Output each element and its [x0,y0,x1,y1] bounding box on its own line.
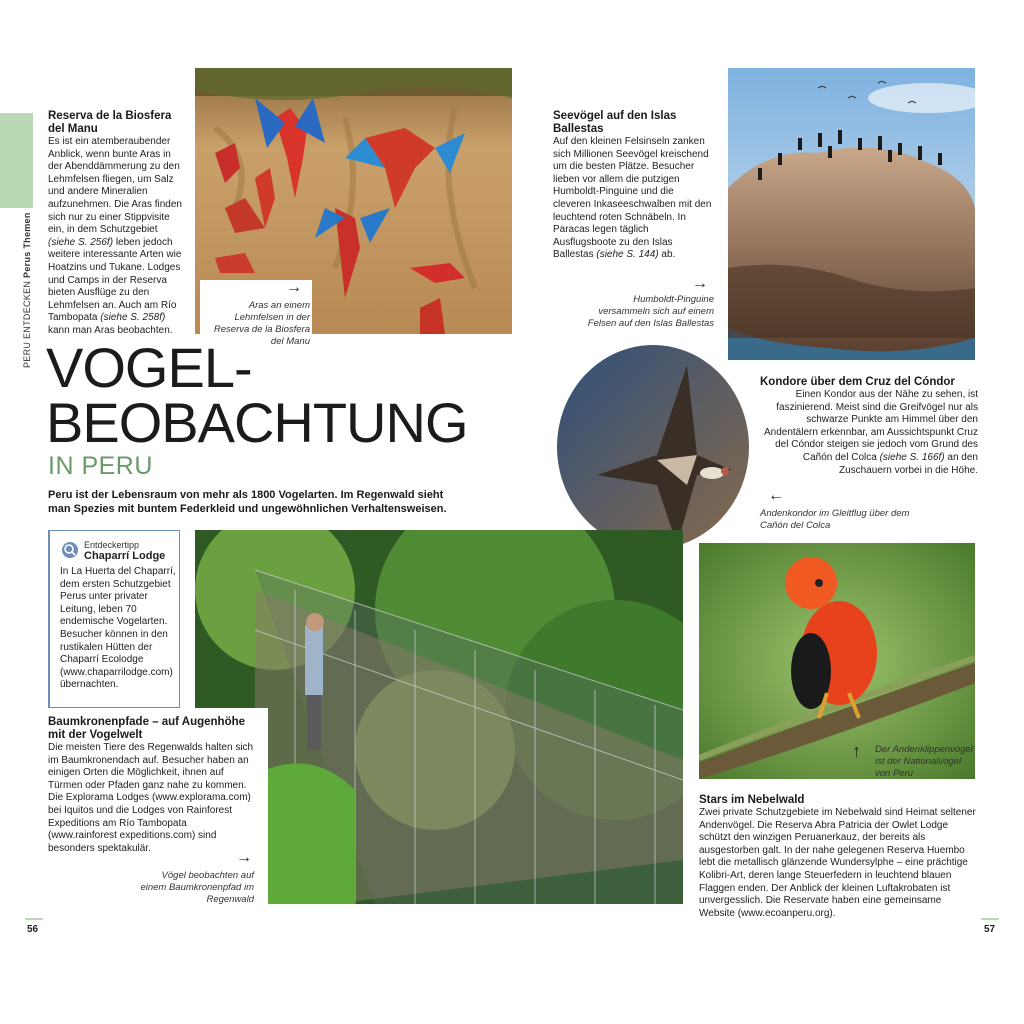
chapter-label-bold: Perus Themen [22,212,32,278]
manu-caption-box [200,279,312,347]
page-number-line-right [981,918,999,920]
arrow-left-icon: ← [768,487,784,504]
chapter-label-light: PERU ENTDECKEN [22,280,32,368]
arrow-up-icon: ↑ [852,741,861,761]
arrow-right-icon: → [286,279,302,296]
condor-section [760,376,978,477]
ballestas-heading: Seevögel auf den Islas Ballestas [553,110,677,135]
manu-caption: Aras an einem Lehmfelsen in der Reserva de la Biosfera del Manu [213,300,310,347]
chapter-label [22,212,32,368]
condor-caption: Andenkondor im Gleitflug über dem Cañón del Colca [760,508,910,531]
arrow-right-icon: → [236,849,252,866]
manu-section [48,110,183,338]
manu-heading: Reserva de la Biosfera del Manu [48,110,172,135]
search-icon [62,542,78,558]
page-number-right: 57 [984,924,996,935]
intro-text: Peru ist der Lebensraum von mehr als 1800 Vogelarten. Im Regenwald sieht man Spezies mit buntem Federkleid und ungewöhnlichen Verhaltensweisen. [48,489,447,515]
cloud-heading: Stars im Nebelwald [699,794,805,806]
chapter-tab [0,113,33,208]
title-line-1: VOGEL- [46,336,252,399]
page-subtitle: IN PERU [48,452,153,480]
page-title [46,336,468,454]
arrow-right-icon: → [692,275,708,292]
tip-kicker: Entdeckertipp [84,540,140,550]
canopy-text: Die meisten Tiere des Regenwalds halten sich im Baumkronendach auf. Besucher haben an einigen Orten die Möglichkeit, ihnen auf Türmen oder Pfaden ganz nahe zu kommen. Die Explorama Lodges (www.explorama.com) bei Iquitos und die Lodges von Rainforest Expeditions am Río Tambopata (www.rainforest expeditions.com) sind besonders spektakulär. [48,742,254,854]
ballestas-text: Auf den kleinen Felsinseln zanken sich Millionen Seevögel kreischend um die besten Plätze. Besucher lieben vor allem die putzigen Humboldt-Pinguine und die cleveren Inkaseeschwalben mit den leuchtend roten Schnäbeln. In Paracas legen täglich Ausflugsboote zu den Islas Ballestas (siehe S. 144) ab. [553,136,712,261]
condor-photo [553,341,753,553]
canopy-heading: Baumkronenpfade – auf Augenhöhe mit der Vogelwelt [48,716,246,741]
cock-caption: Der Andenklippenvogel ist der Nationalvogel von Peru [875,744,973,779]
manu-text: Es ist ein atemberaubender Anblick, wenn bunte Aras in der Abenddämmerung zu den Lehmfelsen fliegen, um Salz und andere Mineralien aufzunehmen. Die Aras finden sich nur zu einer Stippvisite ein, in dem Schutzgebiet (siehe S. 256f) leben jedoch weitere interessante Arten wie Hoatzins und Tukane. Lodges und Camps in der Reserva bieten Ausflüge zu den Lehmfelsen an. Auch am Río Tambopata (siehe S. 258f) kann man Aras beobachten. [48,136,182,336]
canopy-photo [195,530,683,904]
condor-text: Einen Kondor aus der Nähe zu sehen, ist faszinierend. Meist sind die Greifvögel nur als schwarze Punkte am Himmel über den Andentälern erkennbar, am Aussichtspunkt Cruz del Cóndor steigen sie jedoch vom Grund des Cañón del Colca (siehe S. 166f) an den Zuschauern vorbei in die Höhe. [763,389,978,476]
cloud-section [699,794,977,920]
page-number-line-left [25,918,43,920]
canopy-caption: Vögel beobachten auf einem Baumkronenpfad im Regenwald [140,870,254,905]
seabird-photo [728,68,975,360]
page-number-left: 56 [27,924,39,935]
cloud-text: Zwei private Schutzgebiete im Nebelwald sind Heimat seltener Andenvögel. Die Reserva Abra Patricia der Owlet Lodge schützt den winzigen Peruanerkauz, der bereits als ausgestorben galt. In der nahe gelegenen Reserva Huembo lebt die metallisch glänzende Wundersylphe – eine prächtige Kolibri-Art, deren lange Steuerfedern in leuchtend blauen Flaggen enden. Der Anblick der kleinen Luftakrobaten ist unvergesslich. Die Reservate haben eine gemeinsame Website (www.ecoanperu.org). [699,807,976,919]
tip-text: In La Huerta del Chaparrí, dem ersten Schutzgebiet Perus unter privater Leitung, leben 70 endemische Vogelarten. Besucher können in den rustikalen Hütten der Chaparrí Ecolodge (www.chaparrilodge.com) übernachten. [60,566,176,691]
ballestas-section [553,110,713,262]
canopy-section [48,716,258,855]
condor-heading: Kondore über dem Cruz del Cóndor [760,376,955,388]
tip-heading: Chaparrí Lodge [84,550,166,562]
title-line-2: BEOBACHTUNG [46,391,468,454]
ballestas-caption: Humboldt-Pinguine versammeln sich auf einem Felsen auf den Islas Ballestas [587,294,714,329]
